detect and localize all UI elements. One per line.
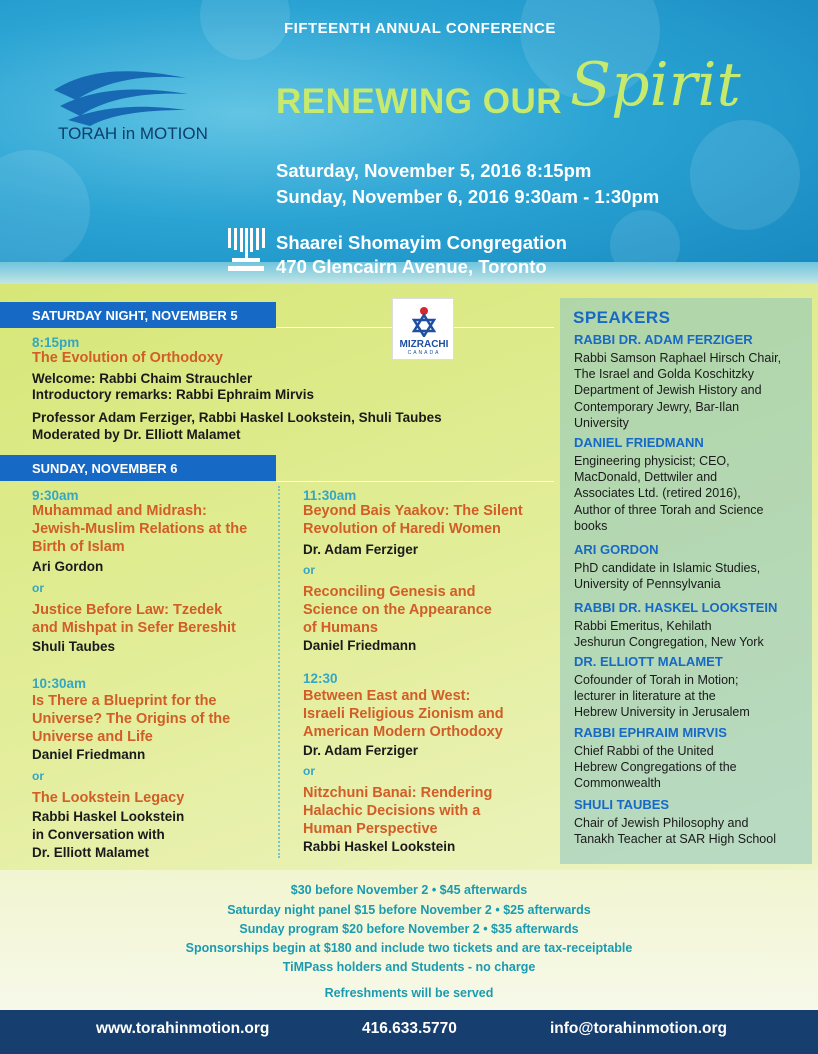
speaker-description: University bbox=[574, 415, 629, 430]
session-time: 11:30am bbox=[303, 488, 357, 503]
or-label: or bbox=[303, 764, 315, 778]
talk-speaker: in Conversation with bbox=[32, 827, 165, 842]
footer bbox=[0, 1010, 818, 1054]
talk-title: of Humans bbox=[303, 620, 378, 636]
talk-title: Is There a Blueprint for the bbox=[32, 693, 217, 709]
logo-text: TORAH in MOTION bbox=[58, 124, 208, 143]
saturday-time: 8:15pm bbox=[32, 335, 80, 350]
talk-title: Revolution of Haredi Women bbox=[303, 521, 501, 537]
talk-speaker: Dr. Adam Ferziger bbox=[303, 743, 419, 758]
refreshments-note: Refreshments will be served bbox=[324, 986, 494, 1000]
speaker-description: Author of three Torah and Science bbox=[574, 502, 764, 517]
speaker-description: Rabbi Samson Raphael Hirsch Chair, bbox=[574, 351, 782, 365]
column-divider bbox=[278, 486, 280, 858]
speaker-description: Engineering physicist; CEO, bbox=[574, 454, 730, 468]
talk-title: Nitzchuni Banai: Rendering bbox=[303, 785, 493, 801]
speaker-description: PhD candidate in Islamic Studies, bbox=[574, 561, 761, 575]
date-saturday: Saturday, November 5, 2016 8:15pm bbox=[276, 160, 592, 181]
talk-title: and Mishpat in Sefer Bereshit bbox=[32, 620, 236, 636]
speaker-name: RABBI DR. ADAM FERZIGER bbox=[574, 332, 753, 347]
talk-title: Muhammad and Midrash: bbox=[32, 503, 207, 519]
talk-speaker: Dr. Elliott Malamet bbox=[32, 845, 150, 860]
saturday-heading: SATURDAY NIGHT, NOVEMBER 5 bbox=[0, 302, 276, 328]
saturday-panel: Professor Adam Ferziger, Rabbi Haskel Lookstein, Shuli Taubes bbox=[32, 410, 442, 425]
talk-speaker: Shuli Taubes bbox=[32, 639, 116, 654]
speaker-name: RABBI DR. HASKEL LOOKSTEIN bbox=[574, 600, 778, 615]
speakers-panel bbox=[560, 298, 812, 864]
speaker-description: Associates Ltd. (retired 2016), bbox=[574, 486, 741, 501]
sponsor-sub: CANADA bbox=[407, 350, 441, 356]
pricing-line: Sponsorships begin at $180 and include two tickets and are tax-receiptable bbox=[185, 941, 633, 955]
talk-speaker: Dr. Adam Ferziger bbox=[303, 542, 419, 557]
speaker-description: Jeshurun Congregation, New York bbox=[574, 635, 764, 650]
sunday-heading: SUNDAY, NOVEMBER 6 bbox=[0, 455, 276, 481]
menorah-icon bbox=[226, 228, 266, 272]
speaker-description: Tanakh Teacher at SAR High School bbox=[574, 832, 776, 847]
speaker-description: Contemporary Jewry, Bar-Ilan bbox=[574, 399, 740, 414]
speakers-title: SPEAKERS bbox=[573, 308, 671, 327]
talk-title: Universe? The Origins of the bbox=[32, 711, 231, 727]
saturday-talk-title: The Evolution of Orthodoxy bbox=[32, 350, 223, 366]
talk-speaker: Daniel Friedmann bbox=[32, 747, 146, 762]
talk-title: Halachic Decisions with a bbox=[303, 803, 481, 819]
talk-speaker: Ari Gordon bbox=[32, 559, 104, 574]
speaker-description: The Israel and Golda Koschitzky bbox=[574, 367, 754, 382]
speaker-name: RABBI EPHRAIM MIRVIS bbox=[574, 725, 727, 740]
bokeh-circle bbox=[0, 150, 90, 270]
talk-title: American Modern Orthodoxy bbox=[303, 724, 503, 740]
speaker-description: books bbox=[574, 518, 608, 533]
speaker-description: Department of Jewish History and bbox=[574, 383, 762, 398]
speaker-description: University of Pennsylvania bbox=[574, 577, 721, 592]
saturday-intro: Introductory remarks: Rabbi Ephraim Mirvis bbox=[32, 387, 315, 402]
main-title-script: Spirit bbox=[570, 50, 741, 120]
mizrachi-logo bbox=[392, 298, 454, 360]
phone-number[interactable]: 416.633.5770 bbox=[362, 1020, 457, 1037]
speaker-name: DANIEL FRIEDMANN bbox=[574, 435, 704, 450]
speaker-description: lecturer in literature at the bbox=[574, 689, 716, 704]
talk-title: Science on the Appearance bbox=[303, 602, 492, 618]
main-title: RENEWING OUR bbox=[276, 82, 562, 121]
saturday-moderator: Moderated by Dr. Elliott Malamet bbox=[32, 427, 241, 442]
or-label: or bbox=[303, 563, 315, 577]
speaker-description: MacDonald, Dettwiler and bbox=[574, 470, 718, 485]
saturday-welcome: Welcome: Rabbi Chaim Strauchler bbox=[32, 371, 253, 386]
sponsor-name: MIZRACHI bbox=[399, 339, 449, 350]
talk-title: Birth of Islam bbox=[32, 539, 125, 555]
speaker-description: Chief Rabbi of the United bbox=[574, 744, 714, 758]
talk-speaker: Daniel Friedmann bbox=[303, 638, 417, 653]
pricing-line: Saturday night panel $15 before November 2 • $25 afterwards bbox=[227, 903, 591, 917]
talk-speaker: Rabbi Haskel Lookstein bbox=[32, 809, 185, 824]
pricing-line: TiMPass holders and Students - no charge bbox=[282, 960, 536, 974]
talk-title: Jewish-Muslim Relations at the bbox=[32, 521, 248, 537]
talk-title: Between East and West: bbox=[303, 688, 471, 704]
venue-address: 470 Glencairn Avenue, Toronto bbox=[276, 256, 547, 277]
speaker-name: DR. ELLIOTT MALAMET bbox=[574, 654, 723, 669]
speaker-name: ARI GORDON bbox=[574, 542, 659, 557]
talk-title: The Lookstein Legacy bbox=[32, 790, 185, 806]
session-time: 9:30am bbox=[32, 488, 79, 503]
session-time: 10:30am bbox=[32, 676, 87, 691]
pricing-line: $30 before November 2 • $45 afterwards bbox=[290, 883, 528, 897]
or-label: or bbox=[32, 769, 44, 783]
speaker-description: Rabbi Emeritus, Kehilath bbox=[574, 619, 712, 633]
speaker-name: SHULI TAUBES bbox=[574, 797, 670, 812]
talk-title: Universe and Life bbox=[32, 729, 153, 745]
talk-title: Human Perspective bbox=[303, 821, 438, 837]
talk-title: Justice Before Law: Tzedek bbox=[32, 602, 223, 618]
talk-title: Beyond Bais Yaakov: The Silent bbox=[303, 503, 523, 519]
speaker-description: Hebrew University in Jerusalem bbox=[574, 705, 750, 720]
divider-line bbox=[276, 481, 554, 482]
torah-in-motion-logo-icon bbox=[46, 60, 196, 130]
star-of-david-icon bbox=[410, 305, 438, 337]
date-sunday: Sunday, November 6, 2016 9:30am - 1:30pm bbox=[276, 186, 660, 207]
speaker-description: Commonwealth bbox=[574, 776, 661, 791]
speaker-description: Cofounder of Torah in Motion; bbox=[574, 673, 739, 687]
talk-title: Reconciling Genesis and bbox=[303, 584, 476, 600]
website-link[interactable]: www.torahinmotion.org bbox=[96, 1020, 270, 1037]
talk-speaker: Rabbi Haskel Lookstein bbox=[303, 839, 456, 854]
bokeh-circle bbox=[200, 0, 290, 60]
speaker-description: Chair of Jewish Philosophy and bbox=[574, 816, 749, 830]
pricing-line: Sunday program $20 before November 2 • $35 afterwards bbox=[239, 922, 579, 936]
venue-name: Shaarei Shomayim Congregation bbox=[276, 232, 567, 253]
speaker-description: Hebrew Congregations of the bbox=[574, 760, 737, 775]
conference-label: FIFTEENTH ANNUAL CONFERENCE bbox=[284, 20, 556, 37]
email-link[interactable]: info@torahinmotion.org bbox=[550, 1020, 727, 1037]
session-time: 12:30 bbox=[303, 671, 338, 686]
or-label: or bbox=[32, 581, 44, 595]
bokeh-circle bbox=[690, 120, 800, 230]
talk-title: Israeli Religious Zionism and bbox=[303, 706, 504, 722]
